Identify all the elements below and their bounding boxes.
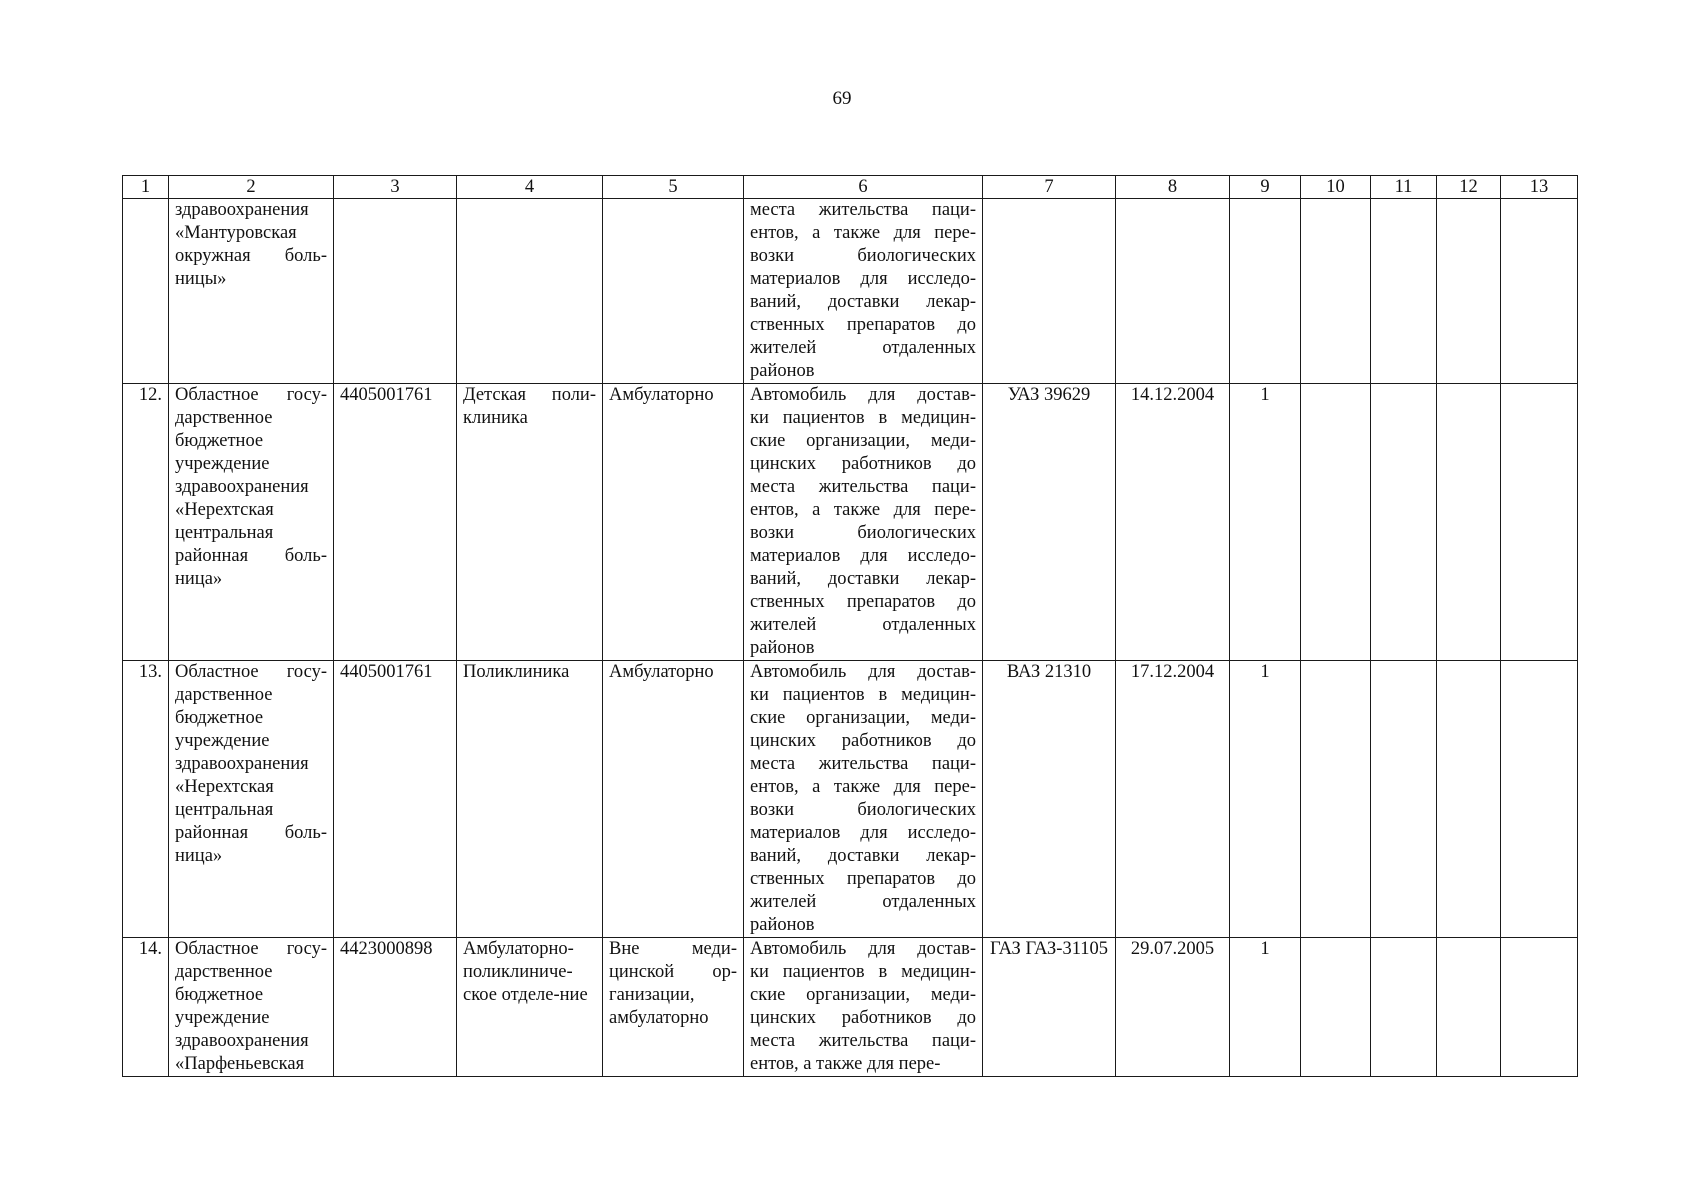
purpose-cell-line: места жительства паци- [750, 477, 976, 497]
quantity-cell: 1 [1230, 938, 1301, 1077]
purpose-cell-line: районов [750, 361, 815, 381]
quantity-cell [1230, 199, 1301, 384]
purpose-cell-line: ственных препаратов до [750, 592, 976, 612]
purpose-cell [744, 938, 983, 1077]
date-cell [1116, 199, 1230, 384]
purpose-cell [744, 661, 983, 938]
column-header-5: 5 [603, 176, 744, 199]
organization-cell-line: дарственное [175, 962, 273, 982]
table-row [123, 938, 1578, 1077]
purpose-cell-line: места жительства паци- [750, 1031, 976, 1051]
inn-cell: 4405001761 [334, 661, 457, 938]
column-header-3: 3 [334, 176, 457, 199]
organization-cell-line: ницы» [175, 269, 227, 289]
row-number-cell: 14. [123, 938, 169, 1077]
organization-cell-line: «Парфеньевская [175, 1054, 305, 1074]
care-mode-cell: Амбулаторно [603, 384, 744, 661]
unit-cell [457, 199, 603, 384]
column-13-cell [1501, 199, 1578, 384]
column-10-cell [1301, 661, 1371, 938]
column-11-cell [1371, 938, 1437, 1077]
purpose-cell-line: места жительства паци- [750, 200, 976, 220]
purpose-cell-line: ваний, доставки лекар- [750, 292, 976, 312]
purpose-cell-line: ваний, доставки лекар- [750, 569, 976, 589]
column-12-cell [1437, 199, 1501, 384]
column-11-cell [1371, 384, 1437, 661]
organization-cell-line: ница» [175, 846, 223, 866]
organization-cell [169, 199, 334, 384]
purpose-cell-line: ственных препаратов до [750, 315, 976, 335]
organization-cell-line: ница» [175, 569, 223, 589]
purpose-cell-line: ские организации, меди- [750, 431, 976, 451]
column-header-8: 8 [1116, 176, 1230, 199]
date-cell: 29.07.2005 [1116, 938, 1230, 1077]
column-12-cell [1437, 384, 1501, 661]
organization-cell-line: центральная [175, 523, 274, 543]
column-10-cell [1301, 199, 1371, 384]
purpose-cell-line: ентов, а также для пере- [750, 500, 976, 520]
quantity-cell: 1 [1230, 661, 1301, 938]
purpose-cell-line: Автомобиль для достав- [750, 662, 976, 682]
purpose-cell-line: цинских работников до [750, 1008, 976, 1028]
column-header-7: 7 [983, 176, 1116, 199]
row-number-cell: 12. [123, 384, 169, 661]
purpose-cell-line: районов [750, 915, 815, 935]
purpose-cell-line: районов [750, 638, 815, 658]
purpose-cell-line: Автомобиль для достав- [750, 939, 976, 959]
unit-cell: Поликлиника [457, 661, 603, 938]
organization-cell-line: районная боль- [175, 546, 327, 566]
date-cell: 14.12.2004 [1116, 384, 1230, 661]
purpose-cell-line: возки биологических [750, 246, 976, 266]
organization-cell-line: учреждение [175, 454, 270, 474]
organization-cell-line: здравоохранения [175, 1031, 309, 1051]
column-13-cell [1501, 384, 1578, 661]
vehicle-model-cell: ГАЗ ГАЗ-31105 [983, 938, 1116, 1077]
row-number-cell: 13. [123, 661, 169, 938]
organization-cell-line: «Нерехтская [175, 500, 274, 520]
organization-cell-line: учреждение [175, 1008, 270, 1028]
column-13-cell [1501, 938, 1578, 1077]
purpose-cell-line: ские организации, меди- [750, 708, 976, 728]
column-header-12: 12 [1437, 176, 1501, 199]
purpose-cell [744, 384, 983, 661]
organization-cell-line: Областное госу- [175, 939, 327, 959]
column-10-cell [1301, 384, 1371, 661]
purpose-cell [744, 199, 983, 384]
purpose-cell-line: Автомобиль для достав- [750, 385, 976, 405]
vehicle-model-cell: УАЗ 39629 [983, 384, 1116, 661]
care-mode-cell [603, 199, 744, 384]
organization-cell-line: Областное госу- [175, 385, 327, 405]
unit-cell: Детская поли-клиника [457, 384, 603, 661]
column-header-9: 9 [1230, 176, 1301, 199]
column-header-13: 13 [1501, 176, 1578, 199]
table-row [123, 199, 1578, 384]
organization-cell [169, 384, 334, 661]
header-row [123, 176, 1578, 199]
organization-cell-line: бюджетное [175, 431, 264, 451]
purpose-cell-line: ки пациентов в медицин- [750, 408, 976, 428]
purpose-cell-line: жителей отдаленных [750, 892, 976, 912]
organization-cell [169, 661, 334, 938]
care-mode-cell: Амбулаторно [603, 661, 744, 938]
column-header-10: 10 [1301, 176, 1371, 199]
column-11-cell [1371, 661, 1437, 938]
table-row [123, 384, 1578, 661]
column-header-2: 2 [169, 176, 334, 199]
purpose-cell-line: цинских работников до [750, 731, 976, 751]
organization-cell-line: здравоохранения [175, 477, 309, 497]
organization-cell-line: окружная боль- [175, 246, 327, 266]
column-10-cell [1301, 938, 1371, 1077]
quantity-cell: 1 [1230, 384, 1301, 661]
inn-cell: 4423000898 [334, 938, 457, 1077]
organization-cell-line: бюджетное [175, 985, 264, 1005]
organization-cell-line: здравоохранения [175, 754, 309, 774]
table-body [123, 199, 1578, 1077]
column-12-cell [1437, 938, 1501, 1077]
vehicle-model-cell: ВАЗ 21310 [983, 661, 1116, 938]
vehicle-model-cell [983, 199, 1116, 384]
organization-cell-line: центральная [175, 800, 274, 820]
vehicle-registry-table [122, 175, 1578, 1077]
purpose-cell-line: ентов, а также для пере- [750, 777, 976, 797]
organization-cell-line: дарственное [175, 685, 273, 705]
page-number: 69 [832, 88, 852, 109]
purpose-cell-line: цинских работников до [750, 454, 976, 474]
date-cell: 17.12.2004 [1116, 661, 1230, 938]
column-13-cell [1501, 661, 1578, 938]
organization-cell [169, 938, 334, 1077]
purpose-cell-line: ственных препаратов до [750, 869, 976, 889]
column-header-1: 1 [123, 176, 169, 199]
purpose-cell-line: возки биологических [750, 800, 976, 820]
purpose-cell-line: материалов для исследо- [750, 269, 976, 289]
organization-cell-line: дарственное [175, 408, 273, 428]
purpose-cell-line: материалов для исследо- [750, 546, 976, 566]
purpose-cell-line: жителей отдаленных [750, 615, 976, 635]
organization-cell-line: «Нерехтская [175, 777, 274, 797]
column-header-6: 6 [744, 176, 983, 199]
row-number-cell [123, 199, 169, 384]
table-row [123, 661, 1578, 938]
purpose-cell-line: ские организации, меди- [750, 985, 976, 1005]
purpose-cell-line: возки биологических [750, 523, 976, 543]
purpose-cell-line: жителей отдаленных [750, 338, 976, 358]
purpose-cell-line: материалов для исследо- [750, 823, 976, 843]
column-header-11: 11 [1371, 176, 1437, 199]
organization-cell-line: бюджетное [175, 708, 264, 728]
organization-cell-line: районная боль- [175, 823, 327, 843]
purpose-cell-line: ентов, а также для пере- [750, 1054, 941, 1074]
column-12-cell [1437, 661, 1501, 938]
organization-cell-line: Областное госу- [175, 662, 327, 682]
column-header-4: 4 [457, 176, 603, 199]
purpose-cell-line: ваний, доставки лекар- [750, 846, 976, 866]
organization-cell-line: «Мантуровская [175, 223, 297, 243]
column-11-cell [1371, 199, 1437, 384]
purpose-cell-line: ки пациентов в медицин- [750, 962, 976, 982]
organization-cell-line: здравоохранения [175, 200, 309, 220]
purpose-cell-line: места жительства паци- [750, 754, 976, 774]
purpose-cell-line: ки пациентов в медицин- [750, 685, 976, 705]
care-mode-cell: Вне меди-цинской ор-ганизации, амбулаторно [603, 938, 744, 1077]
organization-cell-line: учреждение [175, 731, 270, 751]
inn-cell: 4405001761 [334, 384, 457, 661]
purpose-cell-line: ентов, а также для пере- [750, 223, 976, 243]
inn-cell [334, 199, 457, 384]
unit-cell: Амбулаторно-поликлиниче-ское отделе-ние [457, 938, 603, 1077]
